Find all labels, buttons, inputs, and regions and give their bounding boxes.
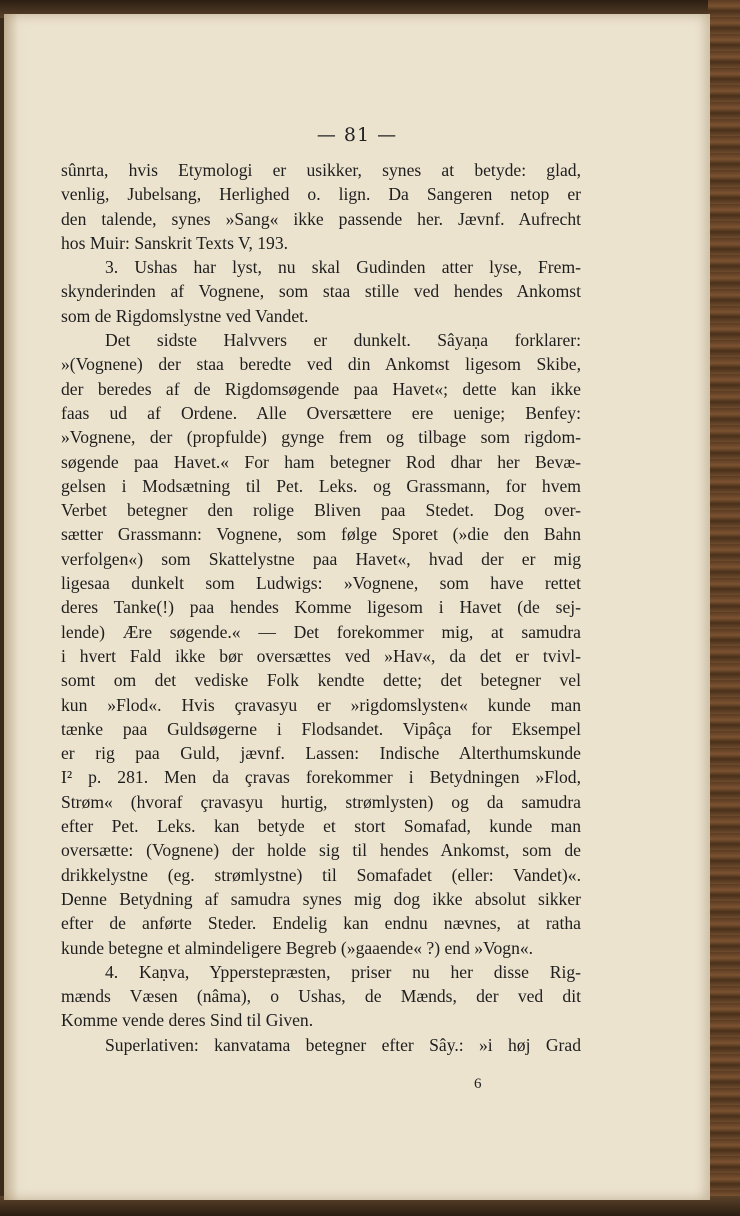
text-line: mænds Væsen (nâma), o Ushas, de Mænds, der ved dit <box>61 986 581 1007</box>
text-line: Verbet betegner den rolige Bliven paa Stedet. Dog over- <box>61 500 581 521</box>
text-line: faas ud af Ordene. Alle Oversættere ere uenige; Benfey: <box>61 402 581 423</box>
text-line: skynderinden af Vognene, som staa stille ved hendes Ankomst <box>61 281 581 302</box>
text-line: efter de anførte Steder. Endelig kan endnu nævnes, at ratha <box>61 913 581 934</box>
text-line: som de Rigdomslystne ved Vandet. <box>61 305 309 326</box>
text-line: Det sidste Halvvers er dunkelt. Sâyaṇa forklarer: <box>105 330 581 351</box>
signature-mark: 6 <box>474 1076 482 1092</box>
text-line: tænke paa Guldsøgerne i Flodsandet. Vipâça for Eksempel <box>61 718 581 739</box>
text-line: hos Muir: Sanskrit Texts V, 193. <box>61 232 289 253</box>
text-line: Komme vende deres Sind til Given. <box>61 1010 314 1031</box>
text-line: efter Pet. Leks. kan betyde et stort Somafad, kunde man <box>61 816 581 837</box>
text-line: 3. Ushas har lyst, nu skal Gudinden atter lyse, Frem- <box>105 257 581 278</box>
text-line: kun »Flod«. Hvis çravasyu er »rigdomslysten« kunde man <box>61 694 581 715</box>
text-line: sætter Grassmann: Vognene, som følge Sporet (»die den Bahn <box>61 524 581 545</box>
text-line: Denne Betydning af samudra synes mig dog ikke absolut sikker <box>61 888 581 909</box>
text-line: venlig, Jubelsang, Herlighed o. lign. Da Sangeren netop er <box>61 184 581 205</box>
text-line: den talende, synes »Sang« ikke passende her. Jævnf. Aufrecht <box>61 208 581 229</box>
book-spine-edge <box>708 0 740 1216</box>
text-line: kunde betegne et almindeligere Begreb (»gaaende« ?) end »Vogn«. <box>61 937 534 958</box>
text-line: deres Tanke(!) paa hendes Komme ligesom i Havet (de sej- <box>61 597 581 618</box>
text-line: verfolgen«) som Skattelystne paa Havet«, hvad der er mig <box>61 548 581 569</box>
text-line: er rig paa Guld, jævnf. Lassen: Indische Alterthumskunde <box>61 743 581 764</box>
text-line: oversætte: (Vognene) der holde sig til hendes Ankomst, som de <box>61 840 581 861</box>
text-line: lende) Ære søgende.« — Det forekommer mig, at samudra <box>61 621 581 642</box>
text-line: søgende paa Havet.« For ham betegner Rod dhar her Bevæ- <box>61 451 581 472</box>
text-line: i hvert Fald ikke bør oversættes ved »Hav«, da det er tvivl- <box>61 645 581 666</box>
text-line: ligesaa dunkelt som Ludwigs: »Vognene, som have rettet <box>61 573 581 594</box>
page-number-header: — 81 — <box>316 124 398 146</box>
text-line: 4. Kaṇva, Ypperstepræsten, priser nu her disse Rig- <box>105 961 581 982</box>
text-line: gelsen i Modsætning til Pet. Leks. og Grassmann, for hvem <box>61 475 581 496</box>
text-line: I² p. 281. Men da çravas forekommer i Betydningen »Flod, <box>61 767 581 788</box>
page-gutter <box>4 14 18 1200</box>
text-line: der beredes af de Rigdomsøgende paa Havet«; dette kan ikke <box>61 378 581 399</box>
text-line: Superlativen: kanvatama betegner efter Sây.: »i høj Grad <box>105 1034 581 1055</box>
text-line: sûnrta, hvis Etymologi er usikker, synes at betyde: glad, <box>61 160 581 180</box>
text-line: »(Vognene) der staa beredte ved din Ankomst ligesom Skibe, <box>61 354 581 375</box>
text-line: »Vognene, der (propfulde) gynge frem og tilbage som rigdom- <box>61 427 581 448</box>
text-line: Strøm« (hvoraf çravasyu hurtig, strømlysten) og da samudra <box>61 791 581 812</box>
text-line: somt om det vediske Folk kendte dette; det betegner vel <box>61 670 581 691</box>
text-line: drikkelystne (eg. strømlystne) til Somafadet (eller: Vandet)«. <box>61 864 581 885</box>
body-text <box>61 158 581 1057</box>
book-page <box>4 14 710 1200</box>
